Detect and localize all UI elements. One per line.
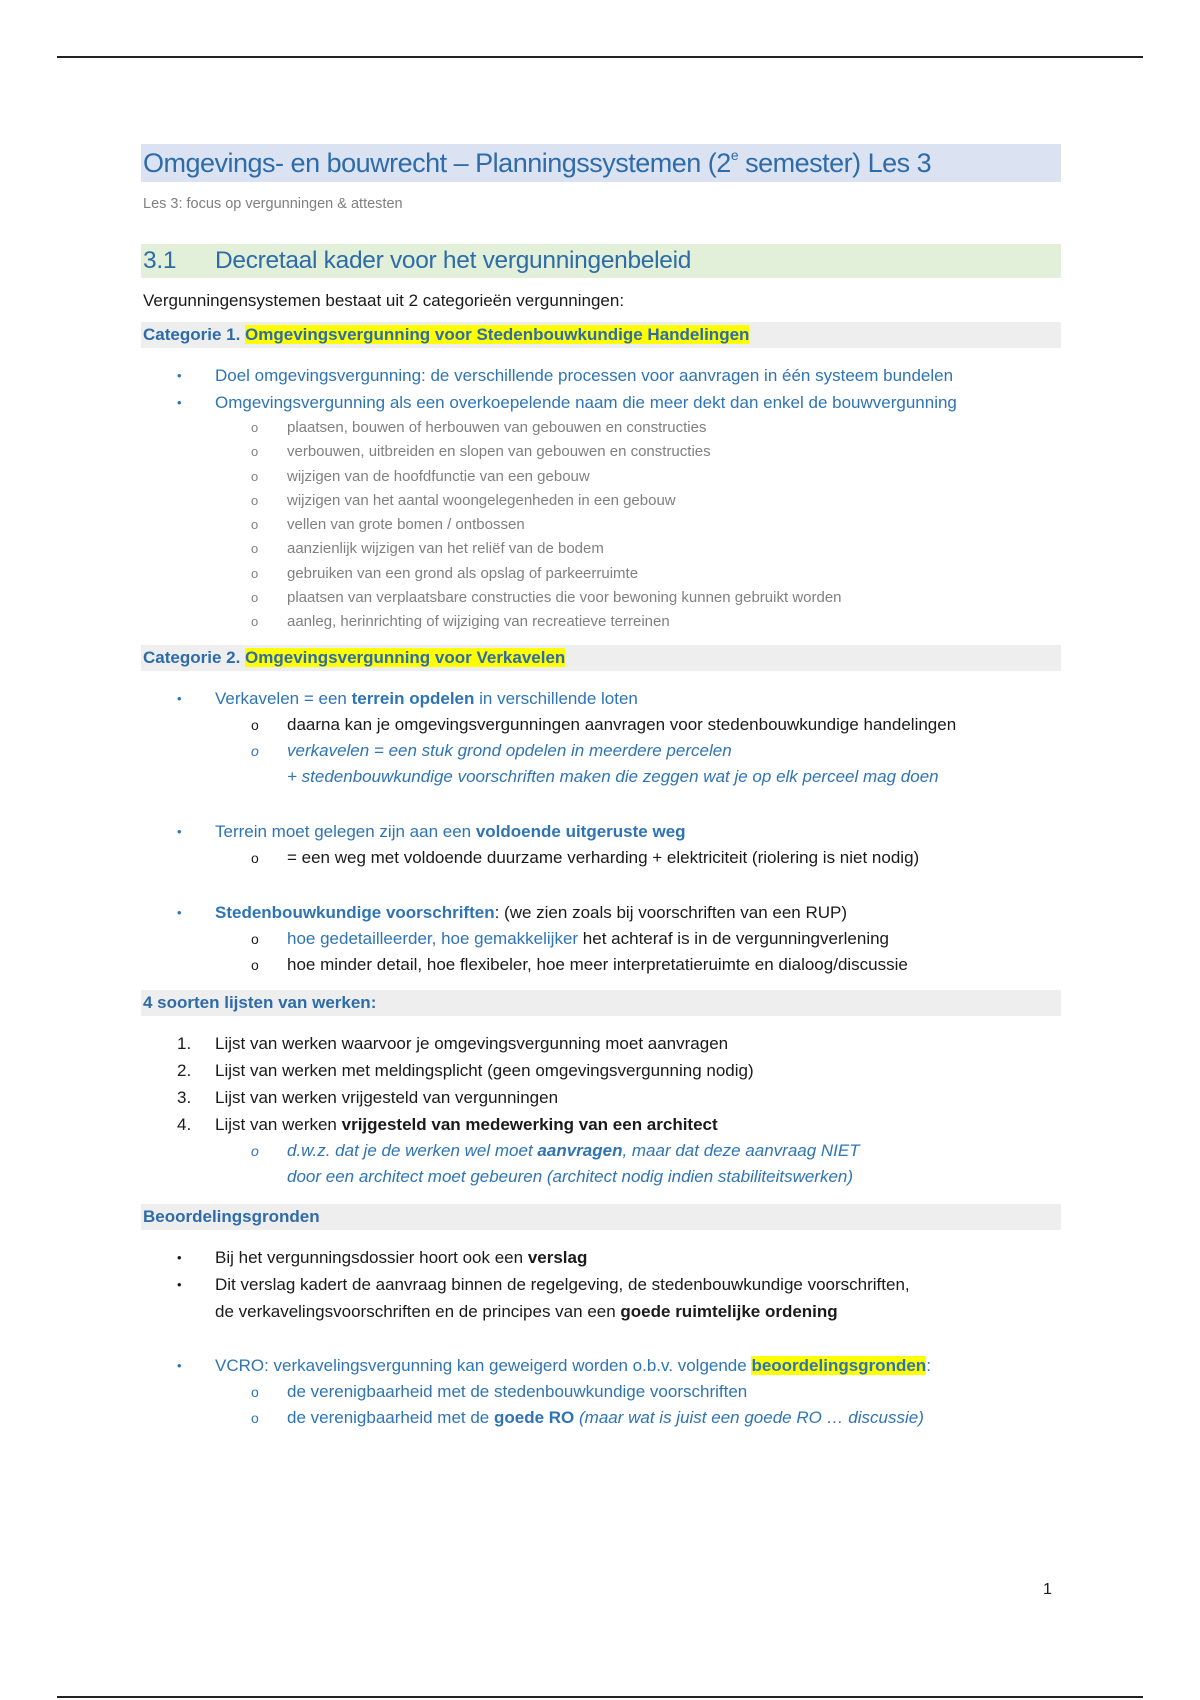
subtitle: Les 3: focus op vergunningen & attesten (143, 196, 403, 212)
list-item-text: Lijst van werken vrijgesteld van vergunningen (215, 1087, 559, 1107)
list-item (141, 389, 1061, 416)
list-item-text: Bij het vergunningsdossier hoort ook een (215, 1247, 528, 1267)
sublist-item (141, 952, 1061, 978)
circle-bullet-icon: o (251, 565, 259, 581)
list-item-text: Verkavelen = een (215, 688, 352, 708)
sublist-item-text: verkavelen = een stuk grond opdelen in meerdere percelen (287, 740, 732, 760)
sublist-continuation (141, 764, 1061, 790)
circle-bullet-icon: o (251, 849, 259, 866)
sublist-item (141, 926, 1061, 952)
list-item-text: Lijst van werken (215, 1114, 342, 1134)
sublist-item (141, 712, 1061, 738)
bullet-icon: • (177, 1357, 182, 1373)
sublist-item (141, 738, 1061, 764)
category-1-sublist (141, 416, 1061, 635)
sublist-item-text: hoe minder detail, hoe flexibeler, hoe meer interpretatieruimte en dialoog/discussie (287, 954, 908, 974)
category-2-sublist-2 (141, 845, 1061, 871)
sublist-item (141, 586, 1061, 610)
sublist-item (141, 562, 1061, 586)
list-item-text: Lijst van werken waarvoor je omgevingsvergunning moet aanvragen (215, 1033, 729, 1053)
list-item-text: : (we zien zoals bij voorschriften van een RUP) (494, 902, 848, 922)
circle-bullet-icon: o (251, 716, 259, 733)
sublist-item-text-end: , maar dat deze aanvraag NIET (622, 1140, 860, 1160)
sublist-item (141, 465, 1061, 489)
bold-text: verslag (527, 1247, 588, 1267)
list-item (141, 1030, 1061, 1057)
italic-text: (maar wat is juist een goede RO … discussie) (574, 1407, 924, 1427)
sublist-item (141, 440, 1061, 464)
list-item (141, 899, 1061, 926)
document-title (141, 144, 1061, 182)
circle-bullet-icon: o (251, 742, 259, 759)
circle-bullet-icon: o (251, 468, 259, 484)
circle-bullet-icon: o (251, 492, 259, 508)
works-list (141, 1030, 1061, 1138)
list-item (141, 1084, 1061, 1111)
list-item (141, 1244, 1061, 1271)
section-heading (141, 244, 1061, 278)
sublist-item (141, 1379, 1061, 1405)
intro-text: Vergunningensystemen bestaat uit 2 categorieën vergunningen: (143, 291, 625, 310)
sublist-item-text: daarna kan je omgevingsvergunningen aanvragen voor stedenbouwkundige handelingen (287, 714, 957, 734)
circle-bullet-icon: o (251, 1142, 259, 1159)
section-title: Decretaal kader voor het vergunningenbeleid (215, 247, 692, 274)
list-item-text: Lijst van werken met meldingsplicht (geen omgevingsvergunning nodig) (215, 1060, 754, 1080)
top-rule (57, 56, 1143, 58)
title-text-end: semester) Les 3 (738, 148, 932, 178)
circle-bullet-icon: o (251, 420, 259, 435)
list-item-text: Doel omgevingsvergunning: de verschillende processen voor aanvragen in één systeem bundelen (215, 366, 954, 385)
sublist-item-text: de verenigbaarheid met de (287, 1407, 494, 1427)
section-number: 3.1 (143, 247, 177, 274)
circle-bullet-icon: o (251, 614, 259, 630)
list-number: 3. (177, 1087, 192, 1107)
sublist-item-text: plaatsen van verplaatsbare constructies die voor bewoning kunnen gebruikt worden (287, 589, 842, 607)
sublist-item-text: d.w.z. dat je de werken wel moet (287, 1140, 538, 1160)
category-2-sublist-3 (141, 926, 1061, 978)
list-number: 2. (177, 1060, 192, 1080)
circle-bullet-icon: o (251, 1383, 259, 1400)
list-item-text: VCRO: verkavelingsvergunning kan geweigerd worden o.b.v. volgende (215, 1355, 752, 1375)
list-item (141, 1271, 1061, 1298)
bold-text: terrein opdelen (351, 688, 475, 708)
circle-bullet-icon: o (251, 956, 259, 973)
category-1-list (141, 362, 1061, 416)
sublist-item-text: aanzienlijk wijzigen van het reliëf van de bodem (287, 540, 604, 558)
sublist-item-text: aanleg, herinrichting of wijziging van recreatieve terreinen (287, 613, 670, 631)
sublist-item (141, 610, 1061, 634)
category-2-list-3 (141, 899, 1061, 926)
sublist-item-text: = een weg met voldoende duurzame verharding + elektriciteit (riolering is niet nodig) (287, 847, 920, 867)
bullet-icon: • (177, 1249, 182, 1265)
title-text: Omgevings- en bouwrecht – Planningssystemen (2 (143, 148, 731, 178)
sublist-item (141, 1405, 1061, 1431)
list-item (141, 818, 1061, 845)
category-1-title: Omgevingsvergunning voor Stedenbouwkundige Handelingen (245, 325, 750, 344)
category-2-heading (141, 645, 1061, 671)
sublist-item (141, 845, 1061, 871)
circle-bullet-icon: o (251, 541, 259, 557)
category-1-heading (141, 322, 1061, 348)
bullet-icon: • (177, 904, 182, 920)
circle-bullet-icon: o (251, 590, 259, 606)
sublist-item-text: vellen van grote bomen / ontbossen (287, 516, 525, 534)
bullet-icon: • (177, 368, 182, 383)
sublist-item-text: wijzigen van het aantal woongelegenheden in een gebouw (287, 491, 676, 509)
lists-heading: 4 soorten lijsten van werken: (141, 990, 1061, 1016)
list-item-text-end: : (926, 1355, 931, 1375)
category-2-prefix: Categorie 2. (143, 647, 246, 667)
list-item (141, 1057, 1061, 1084)
circle-bullet-icon: o (251, 517, 259, 533)
category-1-prefix: Categorie 1. (143, 325, 246, 344)
list-number: 4. (177, 1114, 192, 1134)
bottom-rule (57, 1696, 1143, 1698)
document-page (141, 144, 1061, 1431)
list-item-text: Terrein moet gelegen zijn aan een (215, 821, 476, 841)
works-note (141, 1138, 1061, 1190)
sublist-item-text: de verenigbaarheid met de stedenbouwkundige voorschriften (287, 1381, 748, 1401)
sublist-item (141, 1138, 1061, 1164)
bold-text: vrijgesteld van medewerking van een architect (341, 1114, 718, 1134)
category-2-list-2 (141, 818, 1061, 845)
sublist-item (141, 416, 1061, 440)
grounds-list-2 (141, 1352, 1061, 1379)
sublist-item (141, 489, 1061, 513)
bold-text: aanvragen (537, 1140, 623, 1160)
list-item-text-end: in verschillende loten (474, 688, 638, 708)
list-item (141, 1352, 1061, 1379)
category-2-list (141, 685, 1061, 712)
list-item-text: Dit verslag kadert de aanvraag binnen de regelgeving, de stedenbouwkundige voorschriften, (215, 1274, 910, 1294)
bullet-icon: • (177, 1276, 182, 1292)
blue-text: hoe gedetailleerder, hoe gemakkelijker (287, 928, 579, 948)
sublist-item-text: door een architect moet gebeuren (architect nodig indien stabiliteitswerken) (287, 1166, 854, 1186)
bullet-icon: • (177, 395, 182, 410)
sublist-continuation (141, 1164, 1061, 1190)
grounds-heading: Beoordelingsgronden (141, 1204, 1061, 1230)
sublist-item-text: gebruiken van een grond als opslag of parkeerruimte (287, 564, 639, 582)
page-number: 1 (1043, 1581, 1052, 1598)
highlighted-text: beoordelingsgronden (751, 1355, 927, 1375)
sublist-item (141, 513, 1061, 537)
circle-bullet-icon: o (251, 444, 259, 460)
bold-text: voldoende uitgeruste weg (475, 821, 686, 841)
bullet-icon: • (177, 690, 182, 706)
sublist-item-text: wijzigen van de hoofdfunctie van een gebouw (287, 467, 590, 485)
title-superscript: e (730, 147, 739, 163)
circle-bullet-icon: o (251, 930, 259, 947)
sublist-item-text: plaatsen, bouwen of herbouwen van gebouwen en constructies (287, 419, 707, 436)
list-item (141, 685, 1061, 712)
list-continuation (141, 1298, 1061, 1325)
sublist-item-text: het achteraf is in de vergunningverlening (578, 928, 890, 948)
list-item-text: Omgevingsvergunning als een overkoepelende naam die meer dekt dan enkel de bouwvergunning (215, 393, 957, 412)
bold-text: goede ruimtelijke ordening (620, 1301, 838, 1321)
sublist-item (141, 537, 1061, 561)
bold-text: Stedenbouwkundige voorschriften (215, 902, 495, 922)
list-number: 1. (177, 1033, 192, 1053)
grounds-sublist (141, 1379, 1061, 1431)
circle-bullet-icon: o (251, 1409, 259, 1426)
sublist-item-text: + stedenbouwkundige voorschriften maken die zeggen wat je op elk perceel mag doen (287, 766, 939, 786)
category-2-title: Omgevingsvergunning voor Verkavelen (245, 647, 566, 667)
bullet-icon: • (177, 823, 182, 839)
list-item (141, 362, 1061, 389)
grounds-list (141, 1244, 1061, 1325)
sublist-item-text: verbouwen, uitbreiden en slopen van gebouwen en constructies (287, 443, 711, 461)
list-item (141, 1111, 1061, 1138)
list-item-text: de verkavelingsvoorschriften en de principes van een (215, 1301, 621, 1321)
category-2-sublist-1 (141, 712, 1061, 790)
bold-text: goede RO (493, 1407, 575, 1427)
